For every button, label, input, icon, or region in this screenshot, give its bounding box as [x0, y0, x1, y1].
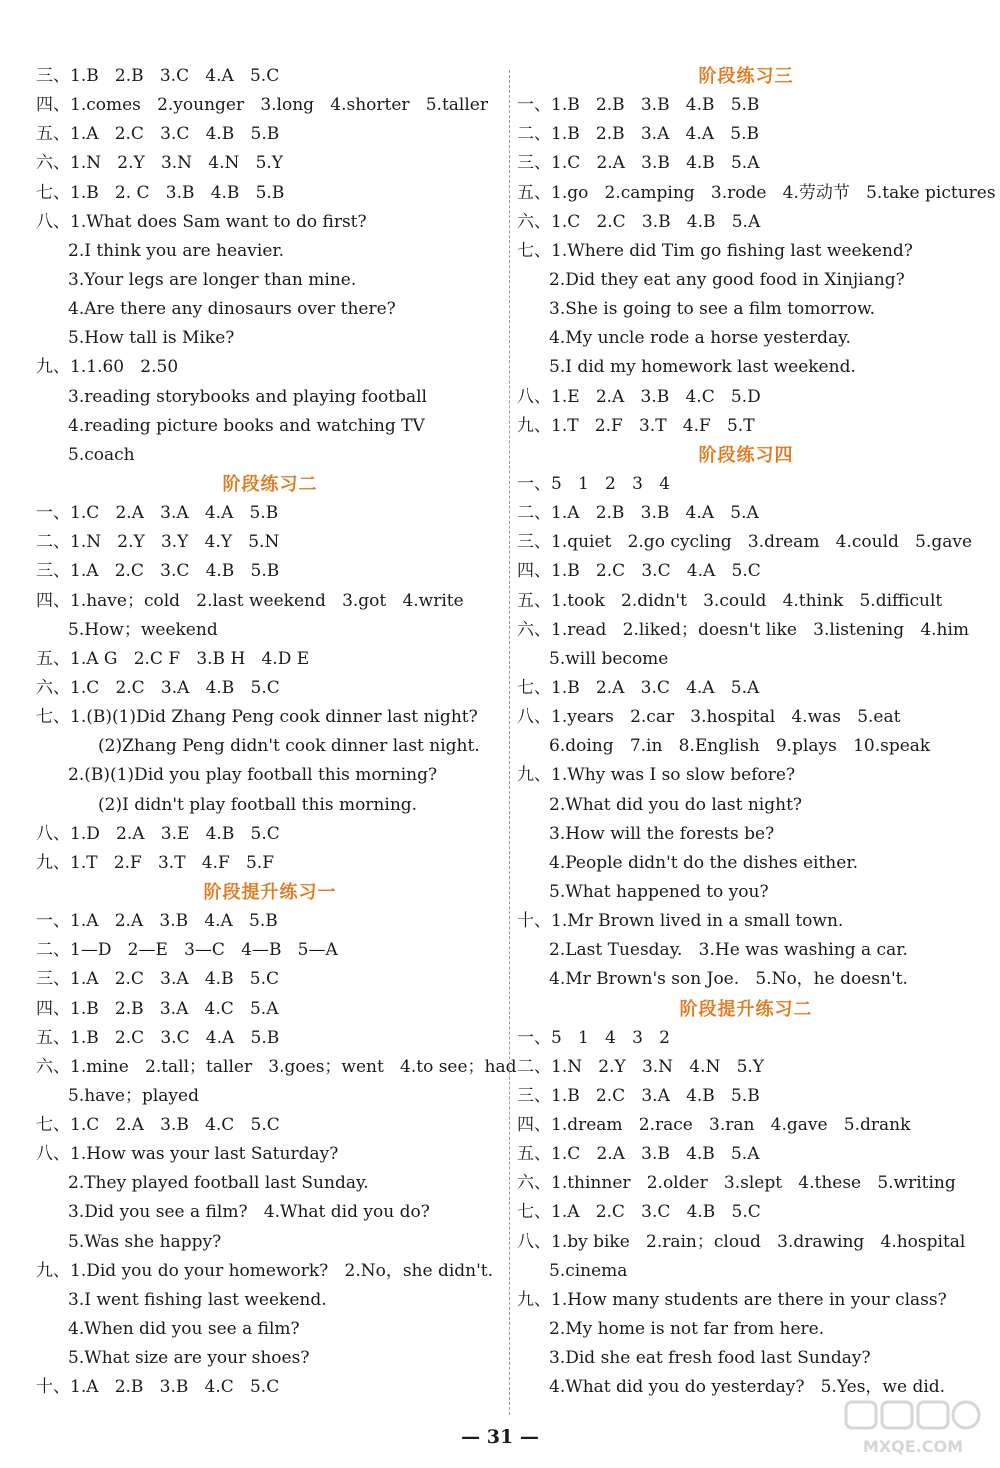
- answer-line: 七、1.C 2.A 3.B 4.C 5.C: [36, 1115, 280, 1136]
- answer-line: 八、1.by bike 2.rain；cloud 3.drawing 4.hospital: [517, 1231, 966, 1252]
- answer-line: 四、1.have；cold 2.last weekend 3.got 4.write: [36, 590, 464, 611]
- answer-line: (2)Zhang Peng didn't cook dinner last night.: [98, 736, 480, 757]
- answer-line: 三、1.A 2.C 3.A 4.B 5.C: [36, 969, 280, 990]
- answer-line: 八、1.E 2.A 3.B 4.C 5.D: [517, 386, 761, 407]
- section-heading: 阶段练习三: [698, 66, 794, 87]
- answer-line: 2.They played football last Sunday.: [68, 1173, 369, 1194]
- answer-line: 5.Was she happy?: [68, 1231, 222, 1252]
- answer-line: 七、1.B 2. C 3.B 4.B 5.B: [36, 182, 285, 203]
- answer-line: 六、1.N 2.Y 3.N 4.N 5.Y: [36, 153, 284, 174]
- answer-line: 二、1.B 2.B 3.A 4.A 5.B: [517, 124, 759, 145]
- answer-line: 4.My uncle rode a horse yesterday.: [549, 328, 851, 349]
- answer-line: 七、1.B 2.A 3.C 4.A 5.A: [517, 677, 760, 698]
- answer-line: 四、1.comes 2.younger 3.long 4.shorter 5.taller: [36, 95, 488, 116]
- answer-line: 一、1.A 2.A 3.B 4.A 5.B: [36, 911, 278, 932]
- page-number: — 31 —: [461, 1426, 539, 1448]
- answer-line: 九、1.T 2.F 3.T 4.F 5.F: [36, 852, 275, 873]
- answer-line: 4.When did you see a film?: [68, 1319, 300, 1340]
- answer-line: 五、1.took 2.didn't 3.could 4.think 5.difficult: [517, 590, 943, 611]
- answer-line: 三、1.C 2.A 3.B 4.B 5.A: [517, 153, 760, 174]
- section-heading: 阶段练习二: [222, 473, 318, 495]
- answer-line: 五、1.B 2.C 3.C 4.A 5.B: [36, 1027, 280, 1048]
- answer-line: 4.People didn't do the dishes either.: [549, 852, 858, 873]
- answer-line: 5.have；played: [68, 1085, 199, 1106]
- answer-line: 4.Are there any dinosaurs over there?: [68, 299, 396, 320]
- answer-line: 2.Last Tuesday. 3.He was washing a car.: [549, 940, 908, 961]
- answer-line: 4.reading picture books and watching TV: [68, 415, 425, 436]
- answer-line: 一、1.C 2.A 3.A 4.A 5.B: [36, 503, 279, 524]
- section-heading: 阶段提升练习一: [203, 881, 337, 903]
- answer-line: 五、1.C 2.A 3.B 4.B 5.A: [517, 1144, 760, 1165]
- answer-line: 5.will become: [549, 648, 669, 669]
- watermark-icon: [838, 1398, 988, 1458]
- answer-line: 三、1.quiet 2.go cycling 3.dream 4.could 5.gave: [517, 532, 973, 553]
- answer-line: 二、1.N 2.Y 3.Y 4.Y 5.N: [36, 532, 280, 553]
- answer-line: 3.I went fishing last weekend.: [68, 1289, 327, 1310]
- answer-line: 七、1.(B)(1)Did Zhang Peng cook dinner last night?: [36, 707, 478, 728]
- answer-line: 七、1.A 2.C 3.C 4.B 5.C: [517, 1202, 761, 1223]
- answer-line: 五、1.A G 2.C F 3.B H 4.D E: [36, 648, 310, 669]
- answer-line: 一、5 1 2 3 4: [517, 473, 670, 494]
- answer-line: 五、1.go 2.camping 3.rode 4.劳动节 5.take pictures: [517, 182, 996, 203]
- answer-line: 5.How tall is Mike?: [68, 328, 235, 349]
- answer-line: 四、1.dream 2.race 3.ran 4.gave 5.drank: [517, 1115, 911, 1136]
- answer-line: 一、1.B 2.B 3.B 4.B 5.B: [517, 95, 760, 116]
- answer-line: 3.reading storybooks and playing football: [68, 386, 427, 407]
- left-answer-column: [36, 62, 517, 1402]
- answer-line: 3.How will the forests be?: [549, 823, 775, 844]
- answer-line: 2.(B)(1)Did you play football this morning?: [68, 765, 438, 786]
- watermark-text: MXQE.COM: [862, 1437, 964, 1456]
- answer-line: 5.I did my homework last weekend.: [549, 357, 856, 378]
- answer-line: 九、1.Did you do your homework? 2.No，she didn't.: [36, 1260, 494, 1281]
- answer-line: 5.What size are your shoes?: [68, 1348, 310, 1369]
- answer-line: 六、1.mine 2.tall；taller 3.goes；went 4.to see；had: [36, 1056, 517, 1077]
- answer-line: 六、1.C 2.C 3.A 4.B 5.C: [36, 677, 280, 698]
- answer-line: 八、1.How was your last Saturday?: [36, 1144, 339, 1165]
- column-divider: [509, 70, 510, 1415]
- answer-line: 2.My home is not far from here.: [549, 1319, 825, 1340]
- answer-line: 三、1.A 2.C 3.C 4.B 5.B: [36, 561, 280, 582]
- answer-line: 3.She is going to see a film tomorrow.: [549, 299, 876, 320]
- answer-line: 3.Did she eat fresh food last Sunday?: [549, 1348, 871, 1369]
- answer-line: 2.I think you are heavier.: [68, 240, 285, 261]
- answer-line: 4.Mr Brown's son Joe. 5.No，he doesn't.: [549, 969, 908, 990]
- answer-line: 九、1.1.60 2.50: [36, 357, 179, 378]
- answer-line: 五、1.A 2.C 3.C 4.B 5.B: [36, 124, 280, 145]
- answer-line: 二、1—D 2—E 3—C 4—B 5—A: [36, 940, 338, 961]
- answer-line: 十、1.A 2.B 3.B 4.C 5.C: [36, 1377, 280, 1398]
- answer-line: 八、1.What does Sam want to do first?: [36, 211, 367, 232]
- section-heading: 阶段练习四: [698, 444, 794, 466]
- answer-line: 3.Your legs are longer than mine.: [68, 269, 357, 290]
- answer-line: 四、1.B 2.B 3.A 4.C 5.A: [36, 998, 279, 1019]
- answer-line: 5.cinema: [549, 1260, 628, 1281]
- answer-line: 二、1.N 2.Y 3.N 4.N 5.Y: [517, 1056, 765, 1077]
- answer-line: 九、1.How many students are there in your class?: [517, 1289, 947, 1310]
- answer-line: 六、1.read 2.liked；doesn't like 3.listening 4.him: [517, 619, 970, 640]
- answer-line: 2.Did they eat any good food in Xinjiang?: [549, 269, 905, 290]
- answer-line: (2)I didn't play football this morning.: [98, 794, 418, 815]
- answer-line: 八、1.years 2.car 3.hospital 4.was 5.eat: [517, 707, 901, 728]
- answer-line: 二、1.A 2.B 3.B 4.A 5.A: [517, 503, 759, 524]
- answer-line: 3.Did you see a film? 4.What did you do?: [68, 1202, 430, 1223]
- answer-line: 八、1.D 2.A 3.E 4.B 5.C: [36, 823, 280, 844]
- answer-line: 十、1.Mr Brown lived in a small town.: [517, 911, 844, 932]
- watermark-logo: [838, 1398, 988, 1458]
- right-answer-column: [517, 62, 996, 1402]
- answer-line: 七、1.Where did Tim go fishing last weekend?: [517, 240, 913, 261]
- answer-line: 2.What did you do last night?: [549, 794, 803, 815]
- answer-line: 5.What happened to you?: [549, 881, 769, 902]
- answer-line: 六、1.thinner 2.older 3.slept 4.these 5.writing: [517, 1173, 956, 1194]
- answer-line: 5.coach: [68, 444, 135, 465]
- answer-line: 4.What did you do yesterday? 5.Yes，we did.: [549, 1377, 946, 1398]
- answer-line: 九、1.Why was I so slow before?: [517, 765, 796, 786]
- section-heading: 阶段提升练习二: [679, 998, 813, 1020]
- answer-line: 九、1.T 2.F 3.T 4.F 5.T: [517, 415, 755, 436]
- answer-line: 5.How；weekend: [68, 619, 218, 640]
- answer-line: 六、1.C 2.C 3.B 4.B 5.A: [517, 211, 761, 232]
- answer-line: 6.doing 7.in 8.English 9.plays 10.speak: [549, 736, 931, 757]
- answer-line: 一、5 1 4 3 2: [517, 1027, 670, 1048]
- answer-line: 四、1.B 2.C 3.C 4.A 5.C: [517, 561, 761, 582]
- answer-line: 三、1.B 2.C 3.A 4.B 5.B: [517, 1085, 760, 1106]
- answer-line: 三、1.B 2.B 3.C 4.A 5.C: [36, 66, 280, 86]
